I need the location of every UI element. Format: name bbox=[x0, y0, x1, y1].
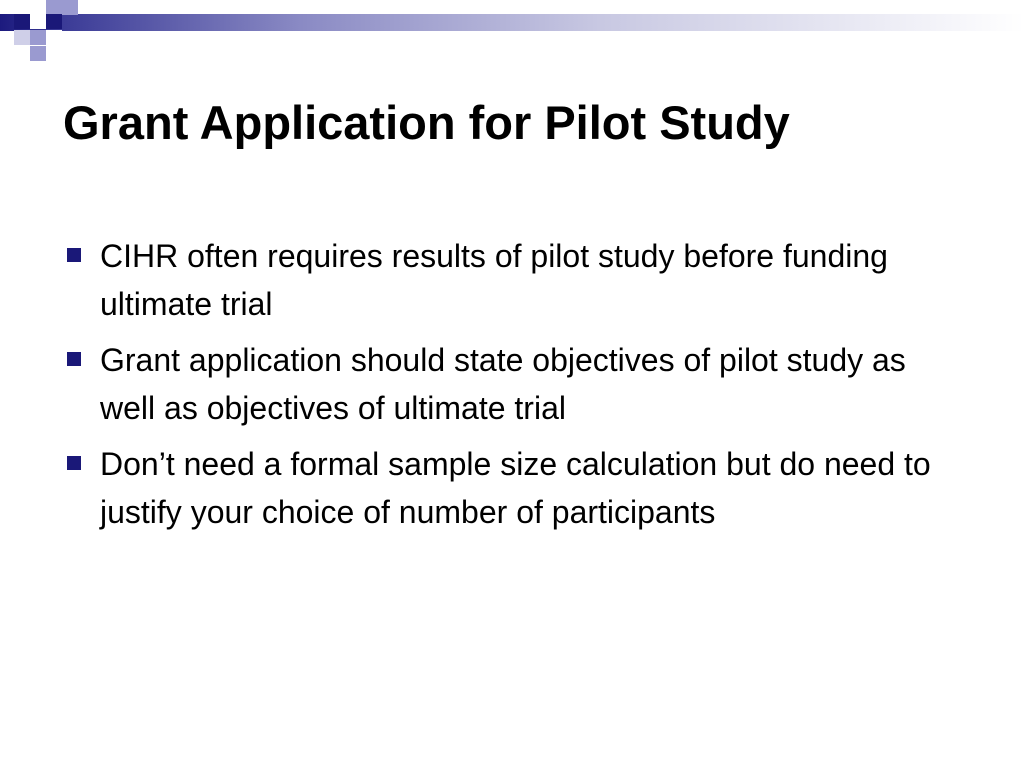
bullet-item bbox=[63, 336, 963, 432]
square-bullet-icon bbox=[67, 456, 81, 470]
bullet-text: Grant application should state objectives of pilot study as well as objectives of ultimate trial bbox=[100, 342, 906, 426]
square-bullet-icon bbox=[67, 248, 81, 262]
decor-square bbox=[46, 14, 62, 29]
decor-square bbox=[30, 14, 46, 29]
decor-square bbox=[46, 30, 62, 45]
bullet-item bbox=[63, 440, 963, 536]
header-gradient-band bbox=[0, 14, 1024, 31]
decor-square bbox=[14, 30, 30, 45]
decor-square bbox=[62, 0, 78, 15]
bullet-text: Don’t need a formal sample size calculation but do need to justify your choice of number of participants bbox=[100, 446, 931, 530]
decor-square bbox=[46, 0, 62, 15]
bullet-text: CIHR often requires results of pilot study before funding ultimate trial bbox=[100, 238, 888, 322]
decor-square bbox=[14, 14, 30, 29]
slide-title: Grant Application for Pilot Study bbox=[63, 96, 790, 149]
decor-square bbox=[30, 46, 46, 61]
square-bullet-icon bbox=[67, 352, 81, 366]
decor-square bbox=[30, 30, 46, 45]
bullet-item bbox=[63, 232, 963, 328]
bullet-list bbox=[63, 232, 963, 544]
